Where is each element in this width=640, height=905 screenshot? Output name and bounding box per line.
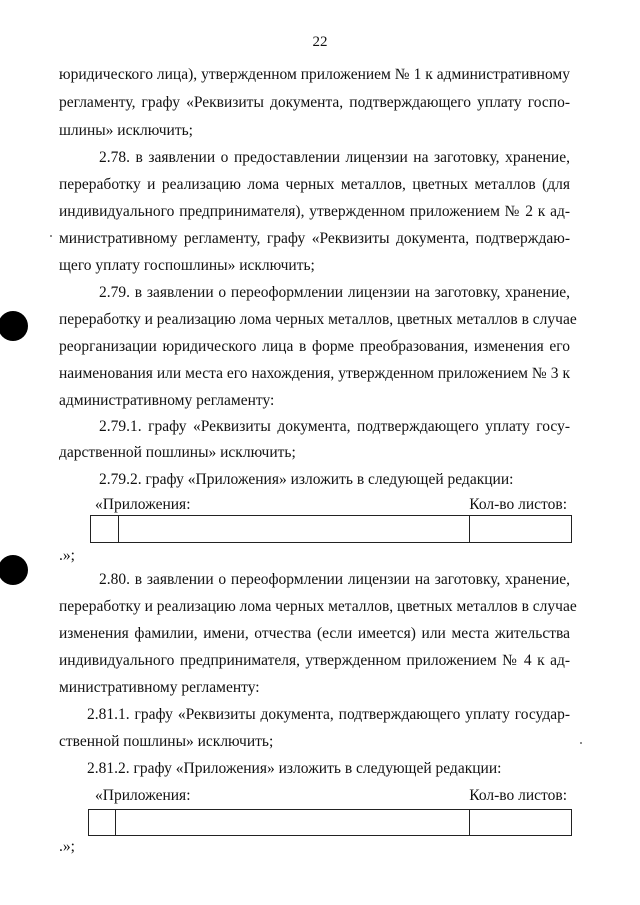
paragraph-2-78: 2.78. в заявлении о предоставлении лицензии на заготовку, хранение, xyxy=(99,149,570,166)
text-line: дарственной пошлины» исключить; xyxy=(59,444,296,461)
paragraph-2-81-2: 2.81.2. графу «Приложения» изложить в следующей редакции: xyxy=(87,760,502,777)
table-1-divider xyxy=(469,516,470,542)
text-line: индивидуального предпринимателя), утвержденном приложением № 2 к ад- xyxy=(59,203,570,220)
table-1-left-label: «Приложения: xyxy=(95,496,191,513)
scan-speck xyxy=(50,235,52,237)
text-line: ственной пошлины» исключить; xyxy=(59,733,274,750)
text-line: индивидуального предпринимателя, утвержденном приложением № 4 к ад- xyxy=(59,652,570,669)
text-line: переработку и реализацию лома черных металлов, цветных металлов (для xyxy=(59,176,570,193)
table-2-closing: .»; xyxy=(59,838,75,855)
punch-hole xyxy=(0,555,28,585)
paragraph-2-81-1: 2.81.1. графу «Реквизиты документа, подтверждающего уплату государ- xyxy=(87,706,570,723)
punch-hole xyxy=(0,311,28,341)
text-line: административному регламенту: xyxy=(59,392,275,409)
text-line: переработку и реализацию лома черных металлов, цветных металлов в случае xyxy=(59,311,577,328)
paragraph-2-79-1: 2.79.1. графу «Реквизиты документа, подтверждающего уплату госу- xyxy=(99,418,570,435)
text-line: министративному регламенту: xyxy=(59,679,260,696)
text-line: переработку и реализацию лома черных металлов, цветных металлов в случае xyxy=(59,598,577,615)
text-line: регламенту, графу «Реквизиты документа, подтверждающего уплату госпо- xyxy=(59,94,570,111)
table-2-left-label: «Приложения: xyxy=(95,787,191,804)
text-line: наименования или места его нахождения, утвержденном приложением № 3 к xyxy=(59,365,570,382)
table-1-right-label: Кол-во листов: xyxy=(469,496,567,513)
table-2-header xyxy=(95,787,567,805)
table-1 xyxy=(90,515,572,543)
text-line: щего уплату госпошлины» исключить; xyxy=(59,257,315,274)
table-1-divider xyxy=(118,516,119,542)
paragraph-2-79-2: 2.79.2. графу «Приложения» изложить в следующей редакции: xyxy=(99,471,514,488)
paragraph-2-79: 2.79. в заявлении о переоформлении лицензии на заготовку, хранение, xyxy=(99,284,570,301)
text-line: министративному регламенту, графу «Реквизиты документа, подтверждаю- xyxy=(59,230,570,247)
table-1-header xyxy=(95,496,567,514)
table-2-divider xyxy=(469,810,470,835)
paragraph-2-80: 2.80. в заявлении о переоформлении лицензии на заготовку, хранение, xyxy=(99,571,570,588)
table-2 xyxy=(88,809,572,836)
table-2-divider xyxy=(115,810,116,835)
table-1-closing: .»; xyxy=(59,547,75,564)
text-line: юридического лица), утвержденном приложением № 1 к административному xyxy=(59,66,570,83)
scan-speck xyxy=(580,742,582,744)
text-line: шлины» исключить; xyxy=(59,122,193,139)
text-line: реорганизации юридического лица в форме преобразования, изменения его xyxy=(59,338,570,355)
text-line: изменения фамилии, имени, отчества (если имеется) или места жительства xyxy=(59,625,570,642)
table-2-right-label: Кол-во листов: xyxy=(469,787,567,804)
page-number: 22 xyxy=(312,34,328,50)
